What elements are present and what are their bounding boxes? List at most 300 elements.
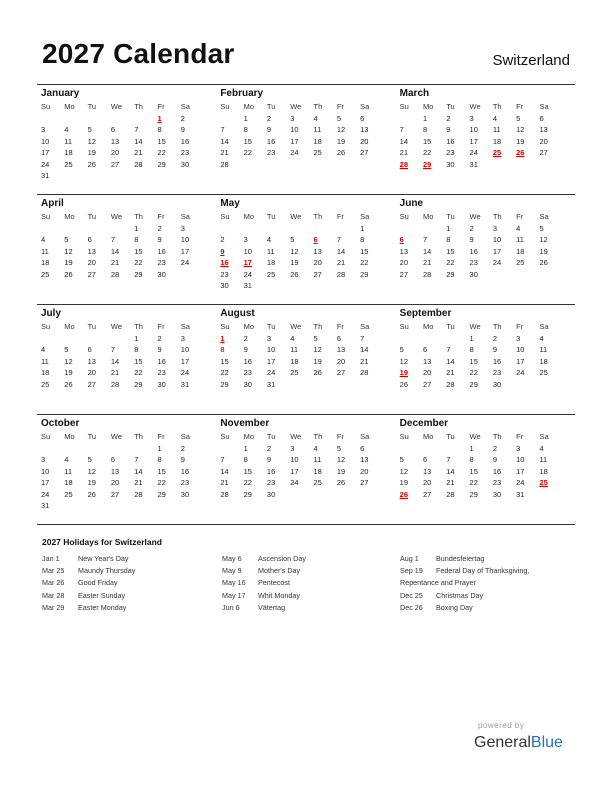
weekday-header: Fr — [336, 432, 344, 441]
calendar-day: 11 — [64, 136, 73, 146]
calendar-day: 24 — [492, 258, 502, 267]
calendar-day: 5 — [64, 235, 69, 244]
calendar-day: 4 — [539, 333, 544, 343]
calendar-day: 16 — [492, 356, 502, 366]
calendar-day: 21 — [336, 258, 346, 267]
weekday-header: Tu — [87, 322, 97, 331]
calendar-day: 29 — [243, 489, 252, 499]
calendar-day: 3 — [492, 223, 498, 233]
calendar-day: 17 — [41, 148, 50, 157]
calendar-day: 27 — [87, 379, 96, 389]
calendar-day: 8 — [134, 345, 139, 354]
calendar-day: 26 — [290, 269, 299, 279]
calendar-day: 22 — [360, 258, 369, 267]
calendar-day: 30 — [180, 159, 190, 169]
weekday-header: Su — [399, 322, 409, 331]
calendar-day: 10 — [469, 125, 478, 134]
calendar-day: 22 — [134, 258, 143, 267]
calendar-day: 3 — [290, 443, 295, 453]
empty-day — [64, 443, 87, 455]
calendar-day: 16 — [266, 466, 276, 476]
holiday-name: Whit Monday — [258, 590, 300, 600]
empty-day — [423, 333, 446, 345]
weekday-header: Sa — [180, 212, 190, 221]
calendar-day: 2 — [469, 223, 474, 233]
calendar-day: 5 — [87, 455, 92, 464]
weekday-header: Fr — [516, 212, 524, 221]
empty-day — [400, 113, 423, 125]
holiday-day: 28 — [399, 159, 408, 169]
weekday-header: Fr — [516, 102, 524, 111]
weekday-header: We — [110, 102, 123, 111]
calendar-day: 2 — [220, 235, 225, 244]
calendar-day: 26 — [336, 478, 346, 487]
calendar-day: 19 — [336, 466, 346, 476]
calendar-day: 6 — [360, 113, 365, 123]
empty-day — [64, 333, 87, 345]
holiday-row — [42, 590, 135, 602]
calendar-day: 27 — [336, 368, 346, 377]
calendar-day: 13 — [360, 455, 369, 464]
calendar-day: 11 — [492, 125, 501, 134]
calendar-day: 29 — [134, 379, 143, 389]
calendar-day: 28 — [422, 269, 432, 279]
calendar-day: 2 — [446, 113, 451, 123]
calendar-day: 13 — [422, 466, 432, 476]
calendar-day: 19 — [290, 258, 299, 267]
month-name: September — [399, 308, 452, 319]
calendar-day: 11 — [539, 345, 548, 354]
calendar-day: 14 — [399, 136, 408, 146]
calendar-day: 27 — [110, 489, 120, 499]
calendar-day: 16 — [266, 136, 276, 146]
empty-day — [446, 443, 469, 455]
weekday-header: Mo — [243, 212, 255, 221]
calendar-day: 23 — [446, 148, 455, 157]
calendar-day: 17 — [290, 136, 299, 146]
holiday-name: New Year's Day — [78, 554, 129, 563]
weekday-header: Fr — [336, 322, 344, 331]
calendar-day: 21 — [446, 368, 455, 377]
weekday-header: Th — [492, 102, 502, 111]
month-january — [37, 85, 216, 194]
weekday-header: Mo — [243, 322, 255, 331]
calendar-day: 27 — [422, 489, 432, 499]
calendar-day: 11 — [41, 356, 49, 366]
calendar-day: 11 — [266, 246, 275, 256]
calendar-day: 8 — [220, 345, 225, 354]
calendar-day: 17 — [290, 466, 299, 476]
month-july — [37, 305, 216, 414]
weekday-header: Fr — [157, 102, 165, 111]
calendar-day: 31 — [180, 379, 190, 389]
calendar-day: 22 — [220, 368, 229, 377]
calendar-day: 20 — [336, 356, 346, 366]
calendar-day: 20 — [399, 258, 408, 267]
empty-day — [41, 223, 64, 235]
month-days-grid — [220, 211, 395, 292]
calendar-day: 2 — [157, 223, 162, 233]
empty-day — [220, 113, 243, 125]
calendar-day: 31 — [266, 379, 276, 389]
calendar-day: 26 — [64, 269, 73, 279]
holiday-date: Dec 26 — [400, 602, 423, 612]
holiday-date: Sep 19 — [400, 566, 423, 576]
calendar-day: 31 — [41, 171, 50, 180]
calendar-day: 1 — [134, 333, 139, 343]
calendar-day: 7 — [422, 235, 428, 244]
calendar-day: 23 — [157, 368, 166, 377]
calendar-day: 20 — [360, 466, 369, 476]
weekday-header: Th — [134, 212, 143, 221]
holiday-name: Boxing Day — [436, 602, 473, 612]
weekday-header: We — [469, 322, 481, 331]
calendar-day: 26 — [87, 489, 96, 499]
calendar-day: 1 — [157, 443, 162, 453]
calendar-day: 8 — [422, 125, 428, 134]
calendar-day: 8 — [157, 125, 162, 134]
calendar-day: 21 — [422, 258, 432, 267]
calendar-day: 7 — [220, 455, 225, 464]
weekday-header: Fr — [157, 432, 165, 441]
empty-day — [41, 443, 64, 455]
holiday-name: Mother's Day — [258, 566, 301, 576]
calendar-day: 24 — [180, 258, 190, 267]
quarter-row — [37, 304, 575, 414]
calendar-day: 26 — [87, 159, 96, 169]
empty-day — [111, 113, 134, 125]
weekday-header: Mo — [64, 322, 75, 331]
calendar-day: 16 — [243, 356, 252, 366]
calendar-day: 22 — [446, 258, 455, 267]
holiday-date: Mar 26 — [42, 578, 65, 588]
empty-day — [111, 333, 134, 345]
weekday-header: Su — [41, 432, 51, 441]
weekday-header: We — [290, 432, 302, 441]
calendar-day: 6 — [87, 345, 92, 354]
calendar-day: 3 — [290, 113, 295, 123]
calendar-day: 15 — [469, 356, 478, 366]
calendar-day: 29 — [469, 489, 478, 499]
calendar-day: 27 — [360, 478, 369, 487]
calendar-day: 27 — [539, 148, 548, 157]
holiday-date: Jun 6 — [222, 602, 240, 612]
calendar-day: 10 — [290, 125, 299, 134]
calendar-day: 20 — [422, 478, 432, 487]
calendar-day: 7 — [360, 333, 365, 343]
calendar-day: 1 — [134, 223, 139, 233]
generalblue-logo[interactable] — [474, 734, 563, 752]
weekday-header: We — [290, 102, 302, 111]
weekday-header: Tu — [87, 102, 97, 111]
calendar-day: 17 — [180, 356, 190, 366]
calendar-day: 24 — [266, 368, 276, 377]
empty-day — [88, 333, 111, 345]
month-days-grid — [400, 321, 575, 390]
calendar-day: 3 — [469, 113, 474, 123]
calendar-day: 10 — [516, 345, 525, 354]
month-may — [216, 195, 395, 304]
calendar-day: 14 — [446, 356, 455, 366]
calendar-day: 2 — [266, 113, 272, 123]
calendar-day: 29 — [157, 489, 166, 499]
calendar-day: 2 — [243, 333, 248, 343]
empty-day — [400, 333, 423, 345]
weekday-header: Tu — [266, 212, 276, 221]
holiday-row — [42, 565, 135, 577]
empty-day — [267, 223, 290, 235]
weekday-header: Mo — [64, 212, 75, 221]
calendar-day: 5 — [336, 443, 341, 453]
calendar-day: 17 — [492, 246, 502, 256]
empty-day — [337, 223, 360, 235]
calendar-day: 23 — [157, 258, 166, 267]
holiday-column — [42, 553, 135, 614]
calendar-day: 14 — [336, 246, 346, 256]
calendar-day: 20 — [87, 258, 96, 267]
calendar-day: 23 — [180, 478, 190, 487]
empty-day — [64, 113, 87, 125]
calendar-day: 9 — [492, 345, 498, 354]
calendar-day: 28 — [336, 269, 346, 279]
calendar-day: 17 — [41, 478, 50, 487]
calendar-day: 27 — [110, 159, 120, 169]
calendar-day: 23 — [266, 478, 276, 487]
holiday-day: 16 — [220, 258, 229, 267]
calendar-day: 2 — [266, 443, 272, 453]
weekday-header: Sa — [539, 212, 549, 221]
calendar-day: 20 — [110, 478, 120, 487]
calendar-day: 5 — [87, 125, 92, 134]
weekday-header: Fr — [157, 212, 165, 221]
month-days-grid — [400, 431, 575, 500]
holiday-row — [400, 565, 529, 577]
calendar-day: 26 — [399, 379, 408, 389]
calendar-day: 25 — [41, 379, 50, 389]
brand-general: General — [474, 734, 531, 751]
calendar-day: 18 — [64, 478, 73, 487]
month-days-grid — [41, 431, 216, 512]
calendar-day: 19 — [87, 478, 96, 487]
calendar-day: 18 — [313, 136, 322, 146]
calendar-day: 10 — [492, 235, 502, 244]
holiday-day: 25 — [539, 478, 548, 487]
calendar-day: 6 — [110, 125, 116, 134]
calendar-day: 27 — [87, 269, 96, 279]
holiday-day: 17 — [243, 258, 252, 267]
calendar-day: 18 — [516, 246, 525, 256]
calendar-day: 12 — [87, 136, 96, 146]
empty-day — [244, 223, 267, 235]
month-name: April — [41, 198, 64, 209]
empty-day — [290, 223, 313, 235]
calendar-day: 29 — [446, 269, 455, 279]
calendar-day: 4 — [313, 443, 318, 453]
calendar-day: 6 — [539, 113, 544, 123]
calendar-day: 15 — [469, 466, 478, 476]
calendar-day: 1 — [446, 223, 451, 233]
calendar-day: 15 — [422, 136, 432, 146]
calendar-day: 30 — [266, 489, 276, 499]
weekday-header: Fr — [336, 212, 344, 221]
calendar-day: 18 — [539, 356, 548, 366]
calendar-day: 24 — [290, 148, 299, 157]
calendar-day: 30 — [220, 281, 229, 290]
calendar-day: 22 — [469, 368, 478, 377]
weekday-header: Mo — [64, 432, 75, 441]
calendar-day: 12 — [336, 455, 346, 464]
calendar-day: 31 — [41, 501, 50, 510]
calendar-day: 2 — [180, 443, 185, 453]
calendar-day: 5 — [336, 113, 341, 123]
months-grid — [37, 84, 575, 525]
calendar-day: 30 — [157, 269, 166, 279]
calendar-day: 9 — [266, 455, 272, 464]
holiday-name: Federal Day of Thanksgiving, — [436, 566, 530, 576]
month-name: March — [399, 88, 430, 99]
calendar-day: 12 — [290, 246, 299, 256]
empty-day — [64, 223, 87, 235]
empty-day — [423, 223, 446, 235]
calendar-day: 2 — [492, 333, 498, 343]
calendar-day: 4 — [41, 235, 46, 244]
weekday-header: Mo — [422, 322, 434, 331]
calendar-day: 21 — [360, 356, 369, 366]
calendar-day: 25 — [41, 269, 50, 279]
calendar-day: 28 — [446, 379, 455, 389]
holiday-row — [400, 602, 529, 614]
weekday-header: Fr — [516, 432, 524, 441]
holiday-date: Mar 29 — [42, 602, 65, 612]
calendar-day: 18 — [64, 148, 73, 157]
calendar-day: 15 — [157, 136, 166, 146]
holiday-day: 26 — [399, 489, 408, 499]
calendar-day: 11 — [41, 246, 49, 256]
holiday-day: 19 — [399, 368, 408, 377]
calendar-day: 8 — [134, 235, 139, 244]
calendar-day: 30 — [469, 269, 478, 279]
calendar-day: 2 — [492, 443, 498, 453]
calendar-day: 3 — [516, 443, 521, 453]
weekday-header: Su — [220, 432, 230, 441]
calendar-day: 21 — [110, 368, 120, 377]
calendar-day: 6 — [336, 333, 341, 343]
calendar-day: 30 — [157, 379, 166, 389]
calendar-day: 9 — [469, 235, 474, 244]
weekday-header: Th — [492, 212, 502, 221]
holiday-row — [42, 553, 135, 565]
calendar-day: 7 — [110, 235, 116, 244]
calendar-day: 1 — [469, 333, 474, 343]
calendar-day: 7 — [446, 345, 451, 354]
weekday-header: Fr — [336, 102, 344, 111]
calendar-day: 22 — [157, 148, 166, 157]
weekday-header: We — [110, 322, 123, 331]
calendar-day: 22 — [243, 478, 252, 487]
calendar-day: 23 — [266, 148, 276, 157]
calendar-day: 14 — [220, 136, 229, 146]
calendar-day: 6 — [422, 455, 428, 464]
calendar-day: 7 — [399, 125, 404, 134]
calendar-day: 8 — [157, 455, 162, 464]
calendar-day: 4 — [290, 333, 295, 343]
calendar-day: 27 — [399, 269, 408, 279]
month-name: October — [41, 418, 80, 429]
calendar-day: 14 — [134, 136, 143, 146]
holiday-date: May 16 — [222, 578, 246, 588]
calendar-day: 25 — [516, 258, 525, 267]
calendar-day: 30 — [446, 159, 455, 169]
calendar-day: 3 — [41, 455, 46, 464]
holiday-name: Vätertag — [258, 602, 286, 612]
empty-day — [220, 223, 243, 235]
calendar-day: 10 — [266, 345, 276, 354]
holiday-column — [222, 553, 306, 614]
holiday-day: 25 — [492, 148, 502, 157]
empty-day — [134, 113, 157, 125]
calendar-day: 24 — [41, 489, 50, 499]
calendar-day: 7 — [220, 125, 225, 134]
calendar-day: 29 — [134, 269, 143, 279]
calendar-day: 4 — [41, 345, 46, 354]
calendar-day: 8 — [360, 235, 365, 244]
calendar-day: 17 — [180, 246, 190, 256]
calendar-day: 17 — [266, 356, 276, 366]
calendar-day: 23 — [180, 148, 190, 157]
calendar-day: 14 — [422, 246, 432, 256]
weekday-header: Fr — [157, 322, 165, 331]
holiday-name: Easter Monday — [78, 602, 127, 612]
month-september — [396, 305, 575, 414]
calendar-day: 13 — [399, 246, 408, 256]
calendar-day: 12 — [399, 466, 408, 476]
calendar-day: 5 — [516, 113, 521, 123]
calendar-day: 13 — [336, 345, 346, 354]
weekday-header: Sa — [180, 322, 190, 331]
quarter-row — [37, 414, 575, 525]
calendar-day: 21 — [134, 148, 143, 157]
weekday-header: We — [110, 432, 123, 441]
calendar-day: 31 — [469, 159, 478, 169]
empty-day — [400, 443, 423, 455]
calendar-day: 12 — [313, 345, 322, 354]
calendar-day: 8 — [469, 345, 474, 354]
calendar-day: 7 — [110, 345, 116, 354]
calendar-day: 14 — [134, 466, 143, 476]
calendar-day: 5 — [313, 333, 318, 343]
calendar-day: 21 — [110, 258, 120, 267]
calendar-day: 4 — [516, 223, 521, 233]
weekday-header: We — [469, 102, 481, 111]
calendar-day: 3 — [180, 223, 185, 233]
calendar-day: 20 — [313, 258, 322, 267]
weekday-header: Sa — [360, 432, 370, 441]
calendar-day: 28 — [446, 489, 455, 499]
calendar-day: 7 — [446, 455, 451, 464]
holiday-name: Good Friday — [78, 578, 118, 588]
calendar-day: 16 — [157, 246, 166, 256]
calendar-day: 18 — [41, 368, 50, 377]
calendar-day: 10 — [243, 246, 252, 256]
calendar-day: 25 — [266, 269, 276, 279]
calendar-day: 15 — [243, 136, 252, 146]
calendar-day: 9 — [266, 125, 272, 134]
holiday-day: 6 — [399, 235, 404, 244]
calendar-day: 17 — [469, 136, 478, 146]
weekday-header: Th — [134, 102, 143, 111]
calendar-day: 16 — [180, 466, 190, 476]
calendar-day: 4 — [492, 113, 498, 123]
